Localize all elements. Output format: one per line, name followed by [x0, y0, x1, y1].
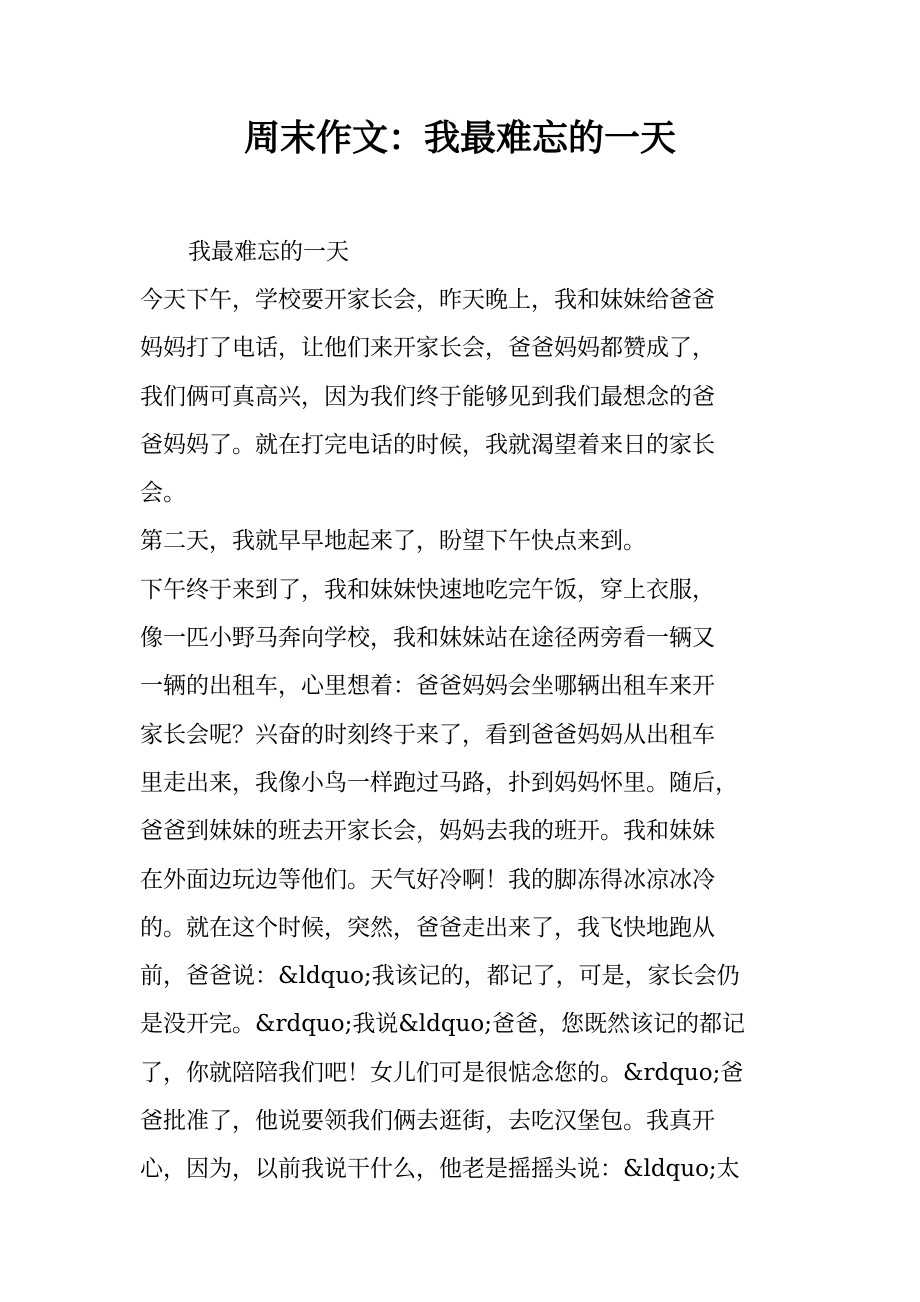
text-line: 家长会呢？兴奋的时刻终于来了，看到爸爸妈妈从出租车 [140, 721, 715, 748]
document-title: 周末作文：我最难忘的一天 [243, 117, 676, 159]
text-line: 里走出来，我像小鸟一样跑过马路，扑到妈妈怀里。随后， [140, 769, 738, 796]
text-line: 会。 [140, 480, 186, 507]
document-subtitle: 我最难忘的一天 [188, 239, 349, 265]
text-line: 一辆的出租车，心里想着：爸爸妈妈会坐哪辆出租车来开 [140, 673, 715, 700]
text-line: 爸批准了，他说要领我们俩去逛街，去吃汉堡包。我真开 [140, 1108, 715, 1135]
body-text [140, 276, 780, 1194]
text-line: 在外面边玩边等他们。天气好冷啊！我的脚冻得冰凉冰冷 [140, 866, 715, 893]
text-line: 前，爸爸说：&ldquo;我该记的，都记了，可是，家长会仍 [140, 963, 740, 990]
text-line: 像一匹小野马奔向学校，我和妹妹站在途径两旁看一辆又 [140, 625, 715, 652]
text-line: 爸妈妈了。就在打完电话的时候，我就渴望着来日的家长 [140, 431, 715, 458]
text-line: 我们俩可真高兴，因为我们终于能够见到我们最想念的爸 [140, 383, 715, 410]
text-line: 第二天，我就早早地起来了，盼望下午快点来到。 [140, 528, 646, 555]
text-line: 今天下午，学校要开家长会，昨天晚上，我和妹妹给爸爸 [140, 287, 715, 313]
text-line: 下午终于来到了，我和妹妹快速地吃完午饭，穿上衣服， [140, 576, 715, 603]
text-line: 爸爸到妹妹的班去开家长会，妈妈去我的班开。我和妹妹 [140, 818, 715, 845]
text-line: 了，你就陪陪我们吧！女儿们可是很惦念您的。&rdquo;爸 [140, 1059, 744, 1086]
text-line: 的。就在这个时候，突然，爸爸走出来了，我飞快地跑从 [140, 914, 715, 941]
text-line: 是没开完。&rdquo;我说&ldquo;爸爸，您既然该记的都记 [140, 1011, 746, 1038]
text-line: 妈妈打了电话，让他们来开家长会，爸爸妈妈都赞成了， [140, 335, 715, 362]
text-line: 心，因为，以前我说干什么，他老是摇摇头说：&ldquo;太 [140, 1156, 740, 1183]
